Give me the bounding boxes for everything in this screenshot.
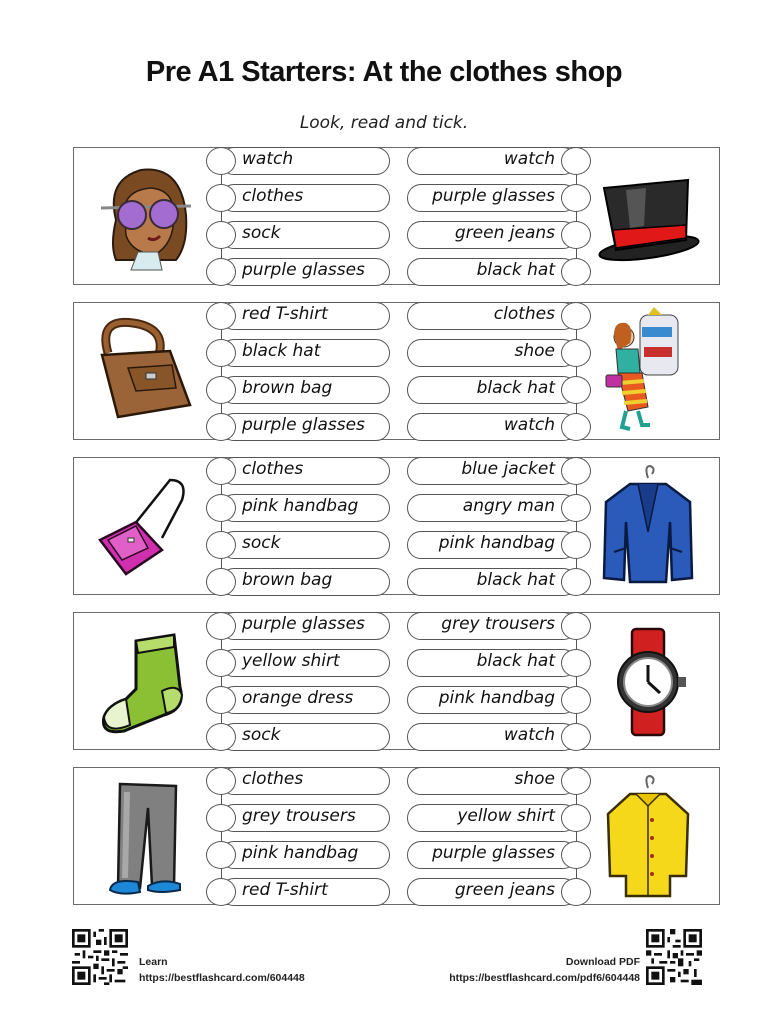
answer-option[interactable] bbox=[206, 147, 390, 175]
answer-option[interactable] bbox=[407, 878, 591, 906]
tick-circle-checkbox[interactable] bbox=[561, 612, 591, 640]
option-label: angry man bbox=[462, 496, 555, 516]
answer-option[interactable] bbox=[206, 494, 390, 522]
qr-code-learn-icon[interactable] bbox=[72, 929, 128, 985]
option-label: purple glasses bbox=[432, 843, 555, 863]
option-label: yellow shirt bbox=[457, 806, 555, 826]
tick-circle-checkbox[interactable] bbox=[206, 457, 236, 485]
exercise-panel bbox=[73, 457, 720, 595]
option-label: black hat bbox=[476, 651, 555, 671]
answer-option[interactable] bbox=[407, 147, 591, 175]
tick-circle-checkbox[interactable] bbox=[561, 376, 591, 404]
answer-option[interactable] bbox=[407, 531, 591, 559]
tick-circle-checkbox[interactable] bbox=[561, 804, 591, 832]
tick-circle-checkbox[interactable] bbox=[206, 413, 236, 441]
tick-circle-checkbox[interactable] bbox=[561, 494, 591, 522]
answer-option[interactable] bbox=[407, 258, 591, 286]
answer-option[interactable] bbox=[407, 723, 591, 751]
answer-option[interactable] bbox=[407, 568, 591, 596]
connector-line bbox=[221, 627, 222, 738]
option-label: purple glasses bbox=[432, 186, 555, 206]
brown-bag-icon bbox=[88, 313, 198, 425]
answer-option[interactable] bbox=[407, 686, 591, 714]
option-label: purple glasses bbox=[242, 415, 365, 435]
option-label: sock bbox=[242, 725, 281, 745]
connector-line bbox=[221, 162, 222, 273]
option-label: grey trousers bbox=[242, 806, 356, 826]
tick-circle-checkbox[interactable] bbox=[206, 878, 236, 906]
tick-circle-checkbox[interactable] bbox=[561, 184, 591, 212]
exercise-panel bbox=[73, 302, 720, 440]
answer-option[interactable] bbox=[206, 457, 390, 485]
answer-option[interactable] bbox=[407, 494, 591, 522]
answer-option[interactable] bbox=[206, 686, 390, 714]
option-label: sock bbox=[242, 223, 281, 243]
answer-option[interactable] bbox=[407, 339, 591, 367]
tick-circle-checkbox[interactable] bbox=[206, 568, 236, 596]
option-label: red T-shirt bbox=[242, 880, 328, 900]
option-label: clothes bbox=[242, 459, 304, 479]
answer-option[interactable] bbox=[206, 184, 390, 212]
option-label: black hat bbox=[476, 570, 555, 590]
answer-option[interactable] bbox=[407, 841, 591, 869]
tick-circle-checkbox[interactable] bbox=[206, 258, 236, 286]
option-label: black hat bbox=[242, 341, 321, 361]
tick-circle-checkbox[interactable] bbox=[561, 723, 591, 751]
option-label: purple glasses bbox=[242, 260, 365, 280]
wrist-watch-icon bbox=[608, 627, 688, 741]
tick-circle-checkbox[interactable] bbox=[561, 302, 591, 330]
connector-line bbox=[576, 627, 577, 738]
tick-circle-checkbox[interactable] bbox=[206, 147, 236, 175]
option-label: grey trousers bbox=[441, 614, 555, 634]
tick-circle-checkbox[interactable] bbox=[206, 804, 236, 832]
option-label: sock bbox=[242, 533, 281, 553]
instruction: Look, read and tick. bbox=[299, 113, 469, 133]
connector-line bbox=[221, 472, 222, 583]
option-label: watch bbox=[242, 149, 294, 169]
option-label: black hat bbox=[476, 260, 555, 280]
tick-circle-checkbox[interactable] bbox=[561, 147, 591, 175]
tick-circle-checkbox[interactable] bbox=[206, 841, 236, 869]
answer-option[interactable] bbox=[407, 376, 591, 404]
exercise-panel bbox=[73, 767, 720, 905]
option-label: yellow shirt bbox=[242, 651, 340, 671]
answer-option[interactable] bbox=[206, 804, 390, 832]
connector-line bbox=[221, 782, 222, 893]
option-label: shoe bbox=[514, 341, 555, 361]
answer-option[interactable] bbox=[206, 258, 390, 286]
option-label: clothes bbox=[242, 186, 304, 206]
option-label: orange dress bbox=[242, 688, 354, 708]
answer-option[interactable] bbox=[407, 767, 591, 795]
exercise-panel bbox=[73, 147, 720, 285]
tick-circle-checkbox[interactable] bbox=[206, 376, 236, 404]
answer-option[interactable] bbox=[407, 457, 591, 485]
option-label: brown bag bbox=[242, 378, 333, 398]
option-label: clothes bbox=[493, 304, 555, 324]
answer-option[interactable] bbox=[206, 339, 390, 367]
tick-circle-checkbox[interactable] bbox=[561, 221, 591, 249]
connector-line bbox=[576, 472, 577, 583]
answer-option[interactable] bbox=[206, 767, 390, 795]
option-label: pink handbag bbox=[438, 533, 555, 553]
option-label: watch bbox=[503, 415, 555, 435]
tick-circle-checkbox[interactable] bbox=[206, 302, 236, 330]
page-title: Pre A1 Starters: At the clothes shop bbox=[145, 56, 623, 88]
answer-option[interactable] bbox=[407, 612, 591, 640]
download-pdf-url-link[interactable]: https://bestflashcard.com/pdf6/604448 bbox=[449, 972, 640, 984]
option-label: pink handbag bbox=[438, 688, 555, 708]
answer-option[interactable] bbox=[407, 413, 591, 441]
tick-circle-checkbox[interactable] bbox=[206, 339, 236, 367]
answer-option[interactable] bbox=[206, 376, 390, 404]
blue-jacket-icon bbox=[600, 462, 696, 594]
option-label: pink handbag bbox=[242, 843, 359, 863]
exercise-panel bbox=[73, 612, 720, 750]
tick-circle-checkbox[interactable] bbox=[206, 649, 236, 677]
answer-option[interactable] bbox=[206, 878, 390, 906]
answer-option[interactable] bbox=[206, 531, 390, 559]
black-top-hat-icon bbox=[596, 170, 702, 270]
answer-option[interactable] bbox=[407, 184, 591, 212]
woman-carrying-clothes-icon bbox=[604, 307, 688, 439]
option-label: purple glasses bbox=[242, 614, 365, 634]
tick-circle-checkbox[interactable] bbox=[206, 686, 236, 714]
connector-line bbox=[576, 162, 577, 273]
tick-circle-checkbox[interactable] bbox=[206, 494, 236, 522]
connector-line bbox=[576, 317, 577, 428]
option-label: black hat bbox=[476, 378, 555, 398]
tick-circle-checkbox[interactable] bbox=[206, 767, 236, 795]
learn-label: Learn bbox=[139, 956, 168, 968]
tick-circle-checkbox[interactable] bbox=[561, 531, 591, 559]
tick-circle-checkbox[interactable] bbox=[561, 878, 591, 906]
tick-circle-checkbox[interactable] bbox=[561, 767, 591, 795]
grey-trousers-icon bbox=[100, 778, 192, 902]
woman-with-purple-glasses-icon bbox=[96, 160, 196, 282]
answer-option[interactable] bbox=[407, 804, 591, 832]
option-label: green jeans bbox=[454, 223, 555, 243]
option-label: watch bbox=[503, 725, 555, 745]
option-label: green jeans bbox=[454, 880, 555, 900]
green-sock-icon bbox=[96, 625, 196, 741]
option-label: brown bag bbox=[242, 570, 333, 590]
tick-circle-checkbox[interactable] bbox=[561, 339, 591, 367]
answer-option[interactable] bbox=[407, 221, 591, 249]
tick-circle-checkbox[interactable] bbox=[561, 686, 591, 714]
tick-circle-checkbox[interactable] bbox=[206, 723, 236, 751]
answer-option[interactable] bbox=[206, 413, 390, 441]
tick-circle-checkbox[interactable] bbox=[561, 457, 591, 485]
answer-option[interactable] bbox=[206, 221, 390, 249]
connector-line bbox=[576, 782, 577, 893]
answer-option[interactable] bbox=[206, 612, 390, 640]
answer-option[interactable] bbox=[407, 302, 591, 330]
tick-circle-checkbox[interactable] bbox=[206, 612, 236, 640]
learn-url-link[interactable]: https://bestflashcard.com/604448 bbox=[139, 972, 305, 984]
tick-circle-checkbox[interactable] bbox=[561, 258, 591, 286]
download-pdf-label: Download PDF bbox=[565, 956, 640, 968]
option-label: red T-shirt bbox=[242, 304, 328, 324]
tick-circle-checkbox[interactable] bbox=[561, 413, 591, 441]
qr-code-download-icon[interactable] bbox=[646, 929, 702, 985]
answer-option[interactable] bbox=[206, 649, 390, 677]
answer-option[interactable] bbox=[206, 841, 390, 869]
tick-circle-checkbox[interactable] bbox=[561, 649, 591, 677]
tick-circle-checkbox[interactable] bbox=[206, 531, 236, 559]
connector-line bbox=[221, 317, 222, 428]
answer-option[interactable] bbox=[407, 649, 591, 677]
option-label: shoe bbox=[514, 769, 555, 789]
pink-handbag-icon bbox=[96, 470, 192, 586]
answer-option[interactable] bbox=[206, 723, 390, 751]
option-label: watch bbox=[503, 149, 555, 169]
tick-circle-checkbox[interactable] bbox=[561, 568, 591, 596]
option-label: clothes bbox=[242, 769, 304, 789]
tick-circle-checkbox[interactable] bbox=[561, 841, 591, 869]
yellow-shirt-icon bbox=[600, 772, 696, 904]
option-label: pink handbag bbox=[242, 496, 359, 516]
answer-option[interactable] bbox=[206, 568, 390, 596]
answer-option[interactable] bbox=[206, 302, 390, 330]
option-label: blue jacket bbox=[461, 459, 555, 479]
tick-circle-checkbox[interactable] bbox=[206, 221, 236, 249]
tick-circle-checkbox[interactable] bbox=[206, 184, 236, 212]
